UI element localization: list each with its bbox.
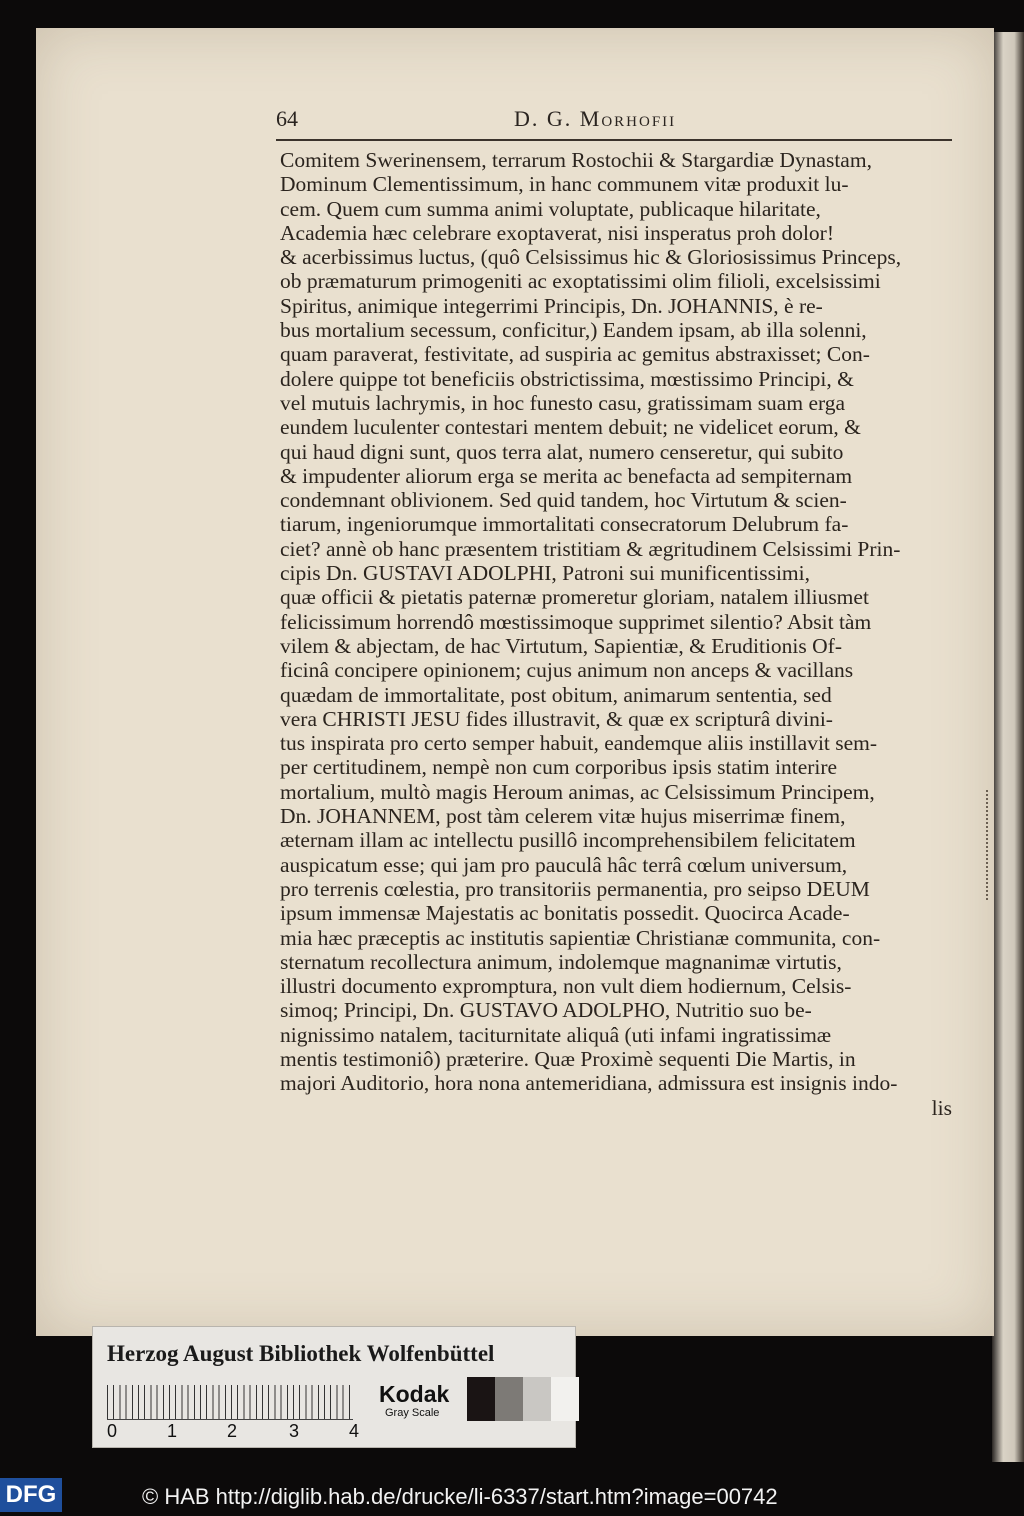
kodak-logo: Kodak [379,1381,450,1407]
page-number: 64 [276,106,298,131]
gray-swatch [495,1377,523,1421]
text-line: Academia hæc celebrare exoptaverat, nisi insperatus proh dolor! [280,220,835,245]
text-line: mentis testimoniô) præterire. Quæ Proximè sequenti Die Martis, in [280,1046,856,1071]
scale-ruler [107,1385,353,1420]
text-line: vilem & abjectam, de hac Virtutum, Sapientiæ, & Eruditionis Of- [280,633,842,658]
gray-swatch [467,1377,495,1421]
text-line: æternam illam ac intellectu pusillô incomprehensibilem felicitatem [280,828,856,853]
text-line: felicissimum horrendô mœstissimoque supprimet silentio? Absit tàm [280,609,872,634]
running-head: D. G. Morhofii [514,106,677,131]
ruler-number: 2 [227,1421,238,1441]
text-line: tus inspirata pro certo semper habuit, eandemque aliis instillavit sem- [280,731,878,756]
text-line: lis [931,1095,952,1120]
gray-swatch [523,1377,551,1421]
text-line: nignissimo natalem, taciturnitate aliquâ (uti infami ingratissimæ [280,1022,832,1047]
text-line: quam paraverat, festivitate, ad suspiria ac gemitus abstraxisset; Con- [280,342,870,367]
text-line: pro terrenis cœlestia, pro transitoriis permanentia, pro seipso DEUM [280,876,870,901]
text-line: Dn. JOHANNEM, post tàm celerem vitæ hujus miserrimæ finem, [280,804,846,829]
text-line: condemnant oblivionem. Sed quid tandem, hoc Virtutum & scien- [280,488,847,513]
text-line: eundem luculenter contestari mentem debuit; ne videlicet eorum, & [280,415,861,440]
text-line: qui haud digni sunt, quos terra alat, numero censeretur, qui subito [280,439,844,464]
text-line: simoq; Principi, Dn. GUSTAVO ADOLPHO, Nutritio suo be- [280,998,812,1023]
text-line: tiarum, ingeniorumque immortalitati consecratorum Delubrum fa- [280,512,849,537]
gray-swatch [551,1377,579,1421]
text-line: per certitudinem, nempè non cum corporibus ipsis statim interire [280,755,838,780]
text-line: Comitem Swerinensem, terrarum Rostochii & Stargardiæ Dynastam, [280,148,872,172]
text-line: ciet? annè ob hanc præsentem tristitiam & ægritudinem Celsissimi Prin- [280,536,901,561]
text-line: auspicatum esse; qui jam pro pauculâ hâc terrâ cœlum universum, [280,852,848,877]
text-line: ipsum immensæ Majestatis ac bonitatis possedit. Quocirca Acade- [280,901,850,926]
text-line: quædam de immortalitate, post obitum, animarum sententia, sed [280,682,832,707]
text-line: quæ officii & pietatis paternæ promeretur gloriam, natalem illiusmet [280,585,869,610]
text-line: vera CHRISTI JESU fides illustravit, & quæ ex scripturâ divini- [280,706,833,731]
copyright-link[interactable]: © HAB http://diglib.hab.de/drucke/li-6337/start.htm?image=00742 [142,1484,778,1509]
text-line: ob præmaturum primogeniti ac exoptatissimi olim filioli, excelsissimi [280,269,881,294]
ruler-number: 0 [107,1421,118,1441]
library-name: Herzog August Bibliothek Wolfenbüttel [107,1341,495,1366]
text-line: cem. Quem cum summa animi voluptate, publicaque hilaritate, [280,196,821,221]
dfg-logo[interactable]: DFG [0,1478,62,1512]
ruler-number: 4 [349,1421,360,1441]
gray-scale-swatches [467,1377,579,1421]
text-line: mortalium, multò magis Heroum animas, ac Celsissimum Principem, [280,779,875,804]
text-line: illustri documento exprompturа, non vult diem hodiernum, Celsis- [280,974,852,999]
ruler-number: 3 [289,1421,300,1441]
gray-scale-label: Gray Scale [385,1407,440,1419]
body-text [280,148,952,1120]
text-line: & impudenter aliorum erga se merita ac benefacta ad sempiternam [280,463,853,488]
ruler-number: 1 [167,1421,178,1441]
text-line: bus mortalium secessum, conficitur,) Eandem ipsam, ab illa solenni, [280,318,867,343]
text-line: mia hæc præceptis ac institutis sapientiæ Christianæ communita, con- [280,925,881,950]
header-rule [276,139,952,141]
text-line: Dominum Clementissimum, in hanc communem vitæ produxit lu- [280,172,849,197]
page-header [276,106,952,136]
margin-marks [986,790,992,900]
text-line: & acerbissimus luctus, (quô Celsissimus hic & Gloriosissimus Princeps, [280,245,902,270]
ruler-numbers [107,1421,367,1443]
text-line: sternatum recollectura animum, indolemque magnanimæ virtutis, [280,949,842,974]
text-line: vel mutuis lachrymis, in hoc funesto casu, gratissimam suam erga [280,390,846,415]
text-line: majori Auditorio, hora nona antemeridiana, admissura est insignis indo- [280,1071,898,1096]
text-line: Spiritus, animique integerrimi Principis, Dn. JOHANNIS, è re- [280,293,823,318]
text-line: cipis Dn. GUSTAVI ADOLPHI, Patroni sui munificentissimi, [280,561,811,586]
adjacent-page-edge [992,32,1024,1462]
text-line: ficinâ concipere opinionem; cujus animum non anceps & vacillans [280,658,854,683]
library-color-card [92,1326,576,1448]
text-line: dolere quippe tot beneficiis obstrictissima, mœstissimo Principi, & [280,366,854,391]
